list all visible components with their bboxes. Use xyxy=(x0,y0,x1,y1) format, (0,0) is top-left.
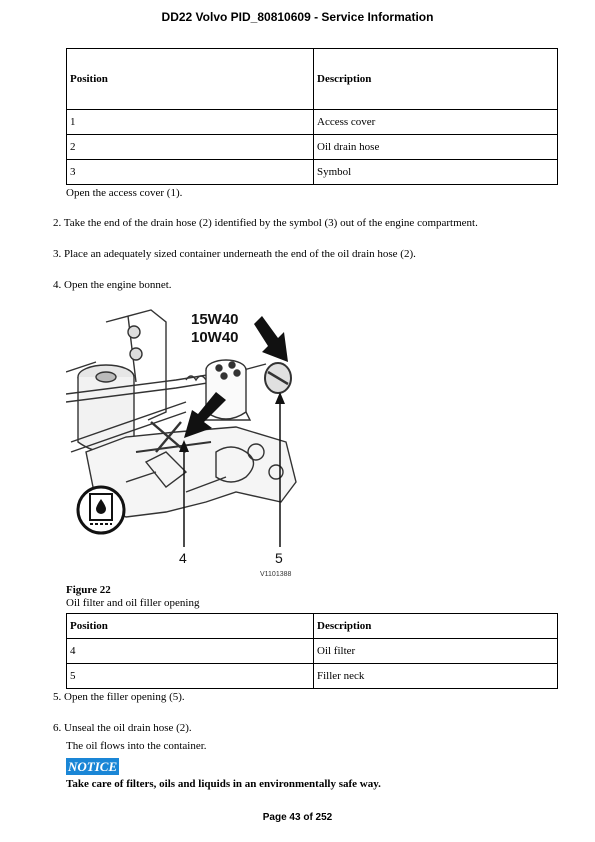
oil-grade-label-2: 10W40 xyxy=(191,329,239,346)
cell-position: 1 xyxy=(67,110,314,135)
cell-description: Access cover xyxy=(314,110,558,135)
figure-image-code: V1101388 xyxy=(260,571,292,578)
table-row xyxy=(67,135,558,160)
header-description: Description xyxy=(314,614,558,639)
cell-description: Oil drain hose xyxy=(314,135,558,160)
oil-drain-symbol-icon xyxy=(78,487,124,533)
header-position: Position xyxy=(67,614,314,639)
table-row xyxy=(67,110,558,135)
cell-description: Filler neck xyxy=(314,664,558,689)
table-row xyxy=(67,160,558,185)
header-position: Position xyxy=(67,49,314,110)
figure-number: Figure 22 xyxy=(66,584,111,596)
step-2-text: 2. Take the end of the drain hose (2) identified by the symbol (3) out of the engine compartment. xyxy=(53,217,478,229)
step-6-text: 6. Unseal the oil drain hose (2). xyxy=(53,722,192,734)
notice-label: NOTICE xyxy=(68,759,118,774)
table-header-row xyxy=(67,614,558,639)
figure-caption: Oil filter and oil filler opening xyxy=(66,597,200,609)
position-table-2 xyxy=(66,613,558,689)
cell-description: Symbol xyxy=(314,160,558,185)
cell-position: 2 xyxy=(67,135,314,160)
position-table-1 xyxy=(66,48,558,185)
cell-position: 5 xyxy=(67,664,314,689)
table-row xyxy=(67,639,558,664)
page-number: Page 43 of 252 xyxy=(262,812,333,823)
header-description: Description xyxy=(314,49,558,110)
cell-position: 3 xyxy=(67,160,314,185)
step-4-text: 4. Open the engine bonnet. xyxy=(53,279,172,291)
step-1-text: Open the access cover (1). xyxy=(66,187,183,199)
engine-oil-filter-figure xyxy=(66,302,306,580)
cell-position: 4 xyxy=(67,639,314,664)
table-header-row xyxy=(67,49,558,110)
cell-description: Oil filter xyxy=(314,639,558,664)
callout-4: 4 xyxy=(179,550,187,566)
callout-5: 5 xyxy=(275,550,283,566)
page-header-title: DD22 Volvo PID_80810609 - Service Information xyxy=(161,10,434,24)
step-6-note: The oil flows into the container. xyxy=(66,740,207,752)
table-row xyxy=(67,664,558,689)
notice-text: Take care of filters, oils and liquids in an environmentally safe way. xyxy=(66,778,381,790)
step-5-text: 5. Open the filler opening (5). xyxy=(53,691,185,703)
step-3-text: 3. Place an adequately sized container underneath the end of the oil drain hose (2). xyxy=(53,248,416,260)
oil-grade-label-1: 15W40 xyxy=(191,311,239,328)
